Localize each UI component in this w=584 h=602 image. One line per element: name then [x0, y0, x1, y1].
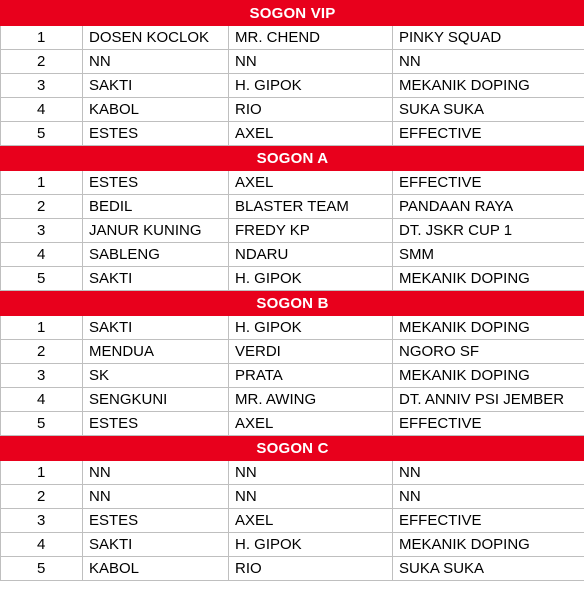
- team-cell: DT. JSKR CUP 1: [393, 219, 584, 243]
- group-title: SOGON VIP: [1, 1, 584, 26]
- owner-cell: NN: [229, 461, 393, 485]
- table-row: [1, 243, 584, 267]
- name-cell: SAKTI: [83, 316, 229, 340]
- rank-cell: 3: [1, 219, 83, 243]
- name-cell: MENDUA: [83, 340, 229, 364]
- rank-cell: 2: [1, 485, 83, 509]
- table-row: [1, 364, 584, 388]
- group-header: [1, 1, 584, 26]
- owner-cell: AXEL: [229, 122, 393, 146]
- rank-cell: 4: [1, 98, 83, 122]
- rank-cell: 2: [1, 340, 83, 364]
- team-cell: NGORO SF: [393, 340, 584, 364]
- table-row: [1, 98, 584, 122]
- table-row: [1, 509, 584, 533]
- team-cell: MEKANIK DOPING: [393, 267, 584, 291]
- owner-cell: H. GIPOK: [229, 316, 393, 340]
- rank-cell: 2: [1, 50, 83, 74]
- group-header: [1, 436, 584, 461]
- owner-cell: VERDI: [229, 340, 393, 364]
- name-cell: BEDIL: [83, 195, 229, 219]
- rank-cell: 3: [1, 74, 83, 98]
- group-title: SOGON A: [1, 146, 584, 171]
- team-cell: MEKANIK DOPING: [393, 364, 584, 388]
- name-cell: ESTES: [83, 171, 229, 195]
- table-row: [1, 219, 584, 243]
- rank-cell: 5: [1, 122, 83, 146]
- lineup-body: [1, 1, 584, 581]
- name-cell: SAKTI: [83, 74, 229, 98]
- owner-cell: NDARU: [229, 243, 393, 267]
- table-row: [1, 412, 584, 436]
- team-cell: EFFECTIVE: [393, 509, 584, 533]
- owner-cell: H. GIPOK: [229, 533, 393, 557]
- team-cell: EFFECTIVE: [393, 412, 584, 436]
- name-cell: ESTES: [83, 122, 229, 146]
- name-cell: KABOL: [83, 557, 229, 581]
- name-cell: JANUR KUNING: [83, 219, 229, 243]
- table-row: [1, 171, 584, 195]
- table-row: [1, 122, 584, 146]
- name-cell: ESTES: [83, 412, 229, 436]
- table-row: [1, 195, 584, 219]
- team-cell: NN: [393, 485, 584, 509]
- rank-cell: 5: [1, 557, 83, 581]
- team-cell: MEKANIK DOPING: [393, 74, 584, 98]
- owner-cell: NN: [229, 50, 393, 74]
- table-row: [1, 485, 584, 509]
- team-cell: EFFECTIVE: [393, 171, 584, 195]
- table-row: [1, 26, 584, 50]
- table-row: [1, 461, 584, 485]
- owner-cell: AXEL: [229, 412, 393, 436]
- rank-cell: 4: [1, 388, 83, 412]
- owner-cell: MR. CHEND: [229, 26, 393, 50]
- table-row: [1, 557, 584, 581]
- table-row: [1, 267, 584, 291]
- name-cell: ESTES: [83, 509, 229, 533]
- name-cell: SAKTI: [83, 267, 229, 291]
- owner-cell: AXEL: [229, 509, 393, 533]
- name-cell: SABLENG: [83, 243, 229, 267]
- name-cell: NN: [83, 50, 229, 74]
- name-cell: NN: [83, 461, 229, 485]
- team-cell: MEKANIK DOPING: [393, 533, 584, 557]
- owner-cell: MR. AWING: [229, 388, 393, 412]
- team-cell: DT. ANNIV PSI JEMBER: [393, 388, 584, 412]
- team-cell: MEKANIK DOPING: [393, 316, 584, 340]
- team-cell: SUKA SUKA: [393, 557, 584, 581]
- owner-cell: BLASTER TEAM: [229, 195, 393, 219]
- table-row: [1, 533, 584, 557]
- table-row: [1, 388, 584, 412]
- name-cell: KABOL: [83, 98, 229, 122]
- owner-cell: RIO: [229, 557, 393, 581]
- owner-cell: RIO: [229, 98, 393, 122]
- rank-cell: 1: [1, 171, 83, 195]
- owner-cell: PRATA: [229, 364, 393, 388]
- team-cell: SUKA SUKA: [393, 98, 584, 122]
- rank-cell: 4: [1, 243, 83, 267]
- rank-cell: 1: [1, 461, 83, 485]
- name-cell: SENGKUNI: [83, 388, 229, 412]
- owner-cell: NN: [229, 485, 393, 509]
- name-cell: SAKTI: [83, 533, 229, 557]
- rank-cell: 2: [1, 195, 83, 219]
- rank-cell: 5: [1, 412, 83, 436]
- group-header: [1, 146, 584, 171]
- table-row: [1, 340, 584, 364]
- name-cell: NN: [83, 485, 229, 509]
- group-header: [1, 291, 584, 316]
- table-row: [1, 50, 584, 74]
- team-cell: EFFECTIVE: [393, 122, 584, 146]
- name-cell: DOSEN KOCLOK: [83, 26, 229, 50]
- rank-cell: 5: [1, 267, 83, 291]
- rank-cell: 3: [1, 364, 83, 388]
- team-cell: PANDAAN RAYA: [393, 195, 584, 219]
- team-cell: NN: [393, 461, 584, 485]
- team-cell: SMM: [393, 243, 584, 267]
- team-cell: NN: [393, 50, 584, 74]
- name-cell: SK: [83, 364, 229, 388]
- rank-cell: 1: [1, 26, 83, 50]
- owner-cell: FREDY KP: [229, 219, 393, 243]
- rank-cell: 4: [1, 533, 83, 557]
- rank-cell: 1: [1, 316, 83, 340]
- owner-cell: H. GIPOK: [229, 267, 393, 291]
- group-title: SOGON C: [1, 436, 584, 461]
- owner-cell: AXEL: [229, 171, 393, 195]
- group-title: SOGON B: [1, 291, 584, 316]
- table-row: [1, 316, 584, 340]
- owner-cell: H. GIPOK: [229, 74, 393, 98]
- rank-cell: 3: [1, 509, 83, 533]
- table-row: [1, 74, 584, 98]
- team-cell: PINKY SQUAD: [393, 26, 584, 50]
